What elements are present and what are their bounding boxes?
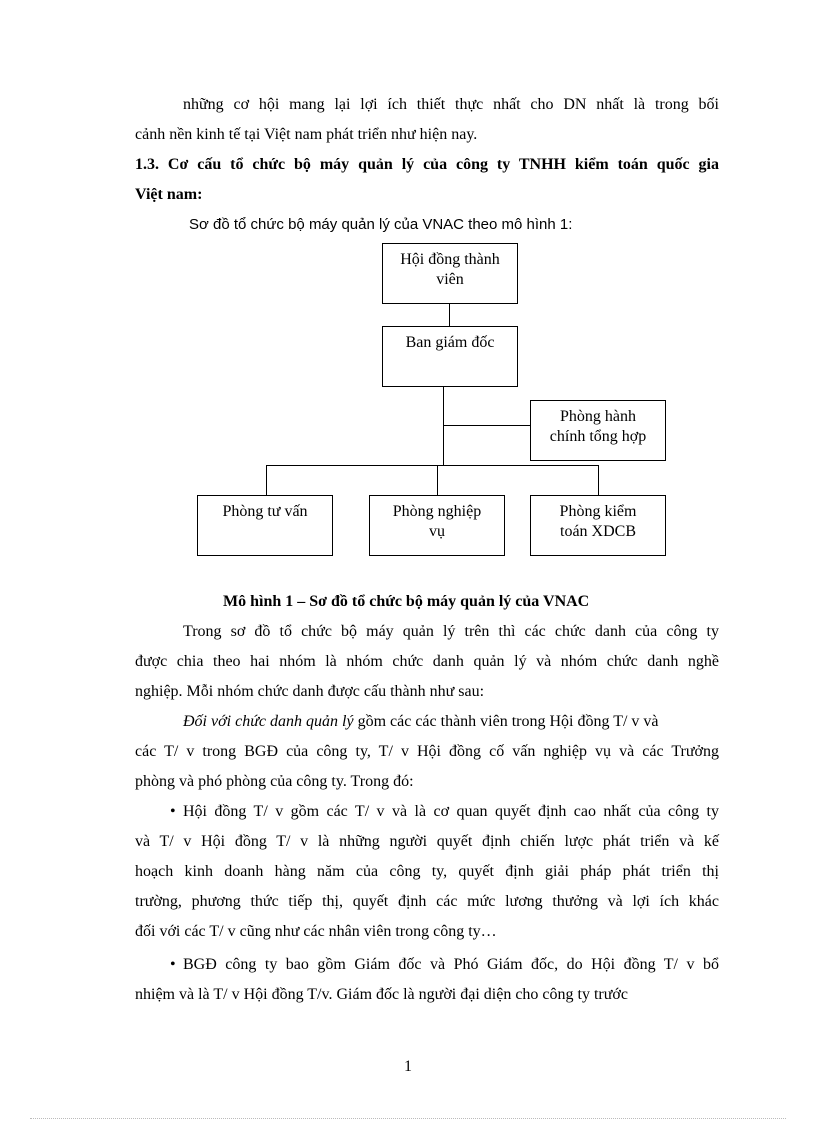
org-box-board bbox=[382, 243, 518, 304]
para3-line1-rest: gồm các các thành viên trong Hội đồng T/ v và bbox=[353, 713, 659, 730]
bullet2-marker: • bbox=[170, 956, 176, 973]
bullet1-line2: và T/ v Hội đồng T/ v là những người quyết định chiến lược phát triển và kế bbox=[135, 833, 719, 850]
footer-divider bbox=[30, 1118, 786, 1119]
connector-admin bbox=[443, 425, 530, 426]
org-box-consulting bbox=[197, 495, 333, 556]
bullet2-line2: nhiệm và là T/ v Hội đồng T/v. Giám đốc là người đại diện cho công ty trước bbox=[135, 986, 628, 1003]
figure-caption: Mô hình 1 – Sơ đồ tổ chức bộ máy quản lý của VNAC bbox=[223, 593, 590, 610]
page-number: 1 bbox=[404, 1058, 412, 1075]
connector-board-directors bbox=[449, 304, 450, 326]
bullet2-line1: BGĐ công ty bao gồm Giám đốc và Phó Giám đốc, do Hội đồng T/ v bổ bbox=[183, 956, 719, 973]
para1-line2: cảnh nền kinh tế tại Việt nam phát triển như hiện nay. bbox=[135, 126, 478, 143]
section-heading-line1: 1.3. Cơ cấu tổ chức bộ máy quản lý của công ty TNHH kiểm toán quốc gia bbox=[135, 156, 719, 173]
bullet1-line4: trường, phương thức tiếp thị, quyết định các mức lương thưởng và lợi ích khác bbox=[135, 893, 719, 910]
org-box-audit bbox=[530, 495, 666, 556]
org-box-audit-line1: Phòng kiểm bbox=[559, 503, 637, 520]
chart-intro: Sơ đồ tổ chức bộ máy quản lý của VNAC theo mô hình 1: bbox=[189, 216, 573, 233]
org-box-directors-label: Ban giám đốc bbox=[405, 334, 495, 351]
org-box-professional-line1: Phòng nghiệp bbox=[392, 503, 482, 520]
org-box-board-line2: viên bbox=[436, 271, 464, 288]
para1-line1: những cơ hội mang lại lợi ích thiết thực nhất cho DN nhất là trong bối bbox=[183, 96, 719, 113]
connector-audit bbox=[598, 465, 599, 495]
para3-line1 bbox=[183, 712, 719, 732]
connector-directors-trunk bbox=[443, 387, 444, 466]
org-box-admin bbox=[530, 400, 666, 461]
bullet1-line3: hoạch kinh doanh hàng năm của công ty, quyết định giải pháp phát triển thị bbox=[135, 863, 719, 880]
org-box-admin-line1: Phòng hành bbox=[560, 408, 636, 425]
org-box-consulting-label: Phòng tư vấn bbox=[222, 503, 308, 520]
para3-line3: phòng và phó phòng của công ty. Trong đó: bbox=[135, 773, 414, 790]
connector-professional bbox=[437, 465, 438, 495]
para3-italic-term: Đối với chức danh quản lý bbox=[183, 713, 354, 730]
bullet1-marker: • bbox=[170, 803, 176, 820]
para2-line3: nghiệp. Mỗi nhóm chức danh được cấu thành như sau: bbox=[135, 683, 485, 700]
para3-line2: các T/ v trong BGĐ của công ty, T/ v Hội đồng cố vấn nghiệp vụ và các Trưởng bbox=[135, 743, 719, 760]
org-box-admin-line2: chính tổng hợp bbox=[549, 428, 647, 445]
org-box-professional-line2: vụ bbox=[429, 523, 445, 540]
org-box-directors bbox=[382, 326, 518, 387]
org-box-audit-line2: toán XDCB bbox=[560, 523, 636, 540]
section-heading-line2: Việt nam: bbox=[135, 186, 203, 203]
para2-line2: được chia theo hai nhóm là nhóm chức danh quản lý và nhóm chức danh nghề bbox=[135, 653, 719, 670]
bullet1-line1: Hội đồng T/ v gồm các T/ v và là cơ quan quyết định cao nhất của công ty bbox=[183, 803, 719, 820]
connector-consulting bbox=[266, 465, 267, 495]
org-box-professional bbox=[369, 495, 505, 556]
org-box-board-line1: Hội đồng thành bbox=[400, 251, 500, 268]
bullet1-line5: đối với các T/ v cũng như các nhân viên trong công ty… bbox=[135, 923, 497, 940]
connector-horizontal-bottom bbox=[266, 465, 599, 466]
para2-line1: Trong sơ đồ tổ chức bộ máy quản lý trên thì các chức danh của công ty bbox=[183, 623, 719, 640]
